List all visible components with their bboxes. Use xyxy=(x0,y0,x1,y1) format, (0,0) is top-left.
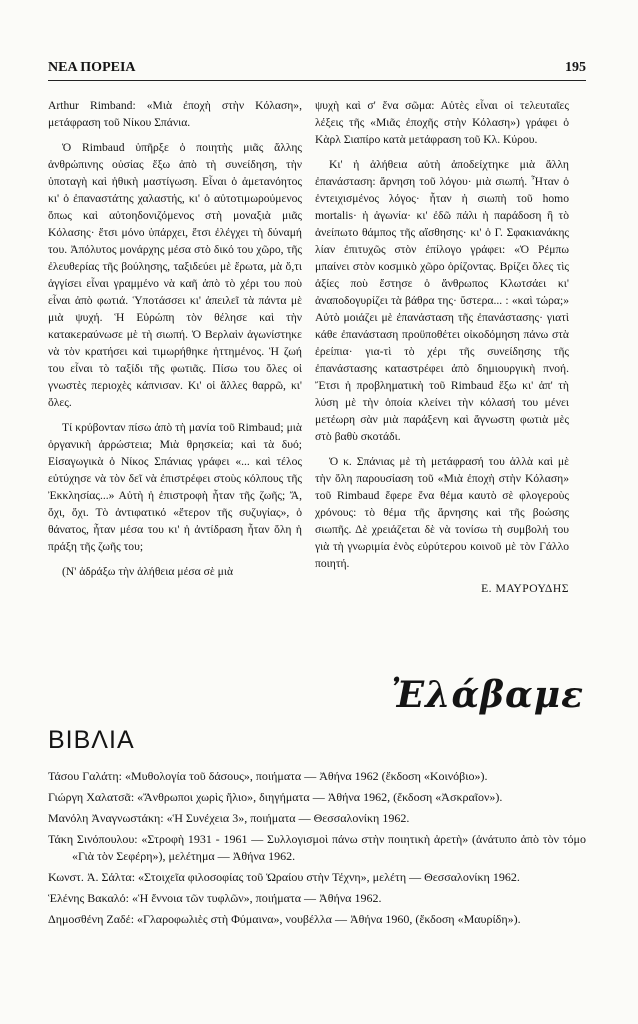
book-entry: Τάκη Σινόπουλου: «Στροφὴ 1931 - 1961 — Συλλογισμοὶ πάνω στὴν ποιητικὴ ἀρετὴ» (ἀνάτυπο ἀπὸ τὸν τόμο «Γιὰ τὸν Σεφέρη»), μελέτημα — Ἀθήνα 1962. xyxy=(48,832,586,863)
article-column-right xyxy=(315,97,569,597)
article-column-left xyxy=(48,97,302,588)
page-number: 195 xyxy=(565,60,586,75)
book-entry: Μανόλη Ἀναγνωστάκη: «Ἡ Συνέχεια 3», ποιήματα — Θεσσαλονίκη 1962. xyxy=(48,811,410,825)
article-paragraph: Τί κρύβονταν πίσω ἀπὸ τὴ μανία τοῦ Rimbaud; μιὰ ὀργανικὴ ἀρρώστεια; Μιὰ θρησκεία; καὶ τὰ δυό; Εἰσαγωγικὰ ὁ Νίκος Σπάνιας γράφει «... καὶ τέλος εὐτύχησε νὰ τὸν δεῖ νὰ ἐπιστρέφει στοὺς κόλπους τῆς Ἐκκλησίας...» Αὐτὴ ἡ ἐπιστροφὴ ἦταν τῆς ζωῆς; Ἄ, ὄχι, ὄχι. Τὸ ἀντιφατικό «ἕτερον τῆς συζυγίας», ὁ θάνατος, ἦταν μέσα του κι' ἡ ἀντίδραση ἦταν ὅλη ἡ πράξη τῆς ζωῆς του; xyxy=(48,421,302,553)
journal-title: ΝΕΑ ΠΟΡΕΙΑ xyxy=(48,60,136,75)
review-citation: Arthur Rimband: «Μιὰ ἐποχὴ στὴν Κόλαση», μετάφραση τοῦ Νίκου Σπάνια. xyxy=(48,99,302,129)
books-section-title: ΒΙΒΛΙΑ xyxy=(48,726,135,754)
article-paragraph: (Ν' ἀδράξω τὴν ἀλήθεια μέσα σὲ μιὰ xyxy=(62,565,234,578)
books-list xyxy=(48,768,586,932)
article-paragraph: Κι' ἡ ἀλήθεια αὐτὴ ἀποδείχτηκε μιὰ ἄλλη ἐπανάσταση: ἄρνηση τοῦ λόγου· μιὰ σιωπή. Ἦταν ὁ ἐντειχισμένος λόγος· ἦταν ἡ σιωπὴ τοῦ homo mortalis· ἡ ἀγωνία· κι' ἐδῶ πάλι ἡ παράδοση ἢ τὸ ἀνείπωτο θάμπος τῆς αἴσθησης· κι' ὁ Γ. Σφακιανάκης λίαν ἐπιτυχῶς στὸν ἐπίλογο γράφει: «Ὁ Ρέμπω μπαίνει στὸν κοσμικὸ χῶρο ὁρίζοντας. Βρίζει ὅλες τὶς ἀξίες ποὺ ἔστησε ὁ ἄνθρωπος Κλωτσάει κι' ἀναποδογυρίζει τὰ βάθρα της· ὕστερα... : «καὶ τώρα;» Αὐτὸ μοιάζει μὲ ἐπανάσταση τῆς ἐπανάστασης· γιατὶ κάθε ἐπανάσταση προϋποθέτει οἰκοδόμηση πάνω στὰ ἐρείπια· για-τὶ τὸ χέρι τῆς συνείδησης τῆς ἐπανάστασης καταστρέφει ἀπὸ δημιουργικὴ πνοή. Ἔτσι ἡ προβληματικὴ τοῦ Rimbaud ἔξω κι' ἀπ' τὴ λύση μὲ τὴν ὁποία κλείνει τὴν κόλασή του μένει μετέωρη σὰν μιὰ παράξενη καὶ ἄγνωστη φωτιὰ μὲς στὸ βαθὺ σκοτάδι. xyxy=(315,158,569,443)
book-entry: Τάσου Γαλάτη: «Μυθολογία τοῦ δάσους», ποιήματα — Ἀθήνα 1962 (ἔκδοση «Κοινόβιο»). xyxy=(48,769,488,783)
article-paragraph: Ὁ Rimbaud ὑπῆρξε ὁ ποιητὴς μιᾶς ἄλλης ἀνθρώπινης οὐσίας ἔξω ἀπὸ τὴ συνείδηση, τὴν ὑποταγὴ καὶ ἠθικὴ μαστίγωση. Εἶναι ὁ ἀμετανόητος κι' ὁ ἐπαναστάτης χαλαστής, κι' ὁ αὐτοτιμωρούμενος ὅπως καὶ αὐτοηδονιζόμενος στὴ μοναξιὰ μιᾶς Κόλασης· ἔτσι μόνο ὑπάρχει, ἔτσι ἐλέγχει τὴ δύναμή του. Ἀπόλυτος μονάρχης μέσα στὸ δικό του χῶρο, τῆς ἐλευθερίας τῆς βούλησης, ταξιδεύει μὲ ἔρωτα, μὰ ὅ,τι ἀγγίσει εἶναι γραμμένο νὰ καῆ ἀπὸ τὸ χέρι του ποὺ εἶναι ἀπὸ φωτιά. Ὑποτάσσει κι' ἀπειλεῖ τὰ πάντα μὲ μιὰ ψυχή. Ἡ Εὐρώπη τὸν θέλησε καὶ τὴν κατακεραύνωσε μὲ τὴ σιωπή. Ὁ Βερλαὶν ἀγωνίστηκε νὰ τὸν κρατήσει καὶ τιμωρήθηκε ἡττημένος. Ἡ ζωή του εἶναι τὸ ταξίδι τῆς φωτιᾶς. Πίσω του ὅλες οἱ γνωστὲς περιοχὲς κάπνισαν. Κι' οἱ ἄλλες θαρρῶ, κι' ὅλες. xyxy=(48,141,302,409)
article-paragraph: Ὁ κ. Σπάνιας μὲ τὴ μετάφρασή του ἀλλὰ καὶ μὲ τὴν ὅλη παρουσίαση τοῦ «Μιὰ ἐποχὴ στὴν Κόλαση» τοῦ Rimbaud ἔφερε ἕνα θέμα καυτὸ σὲ φλογεροὺς χρόνους: τὸ θέμα τῆς ἄρνησης καὶ τῆς βοώσης σιωπῆς. Δὲ χρειάζεται δὲ νὰ τονίσω τὴ συμβολή του γιὰ τὴ γνωριμία ἑνὸς εὐρύτερου κοινοῦ μὲ τὸν Γάλλο ποιητή. xyxy=(315,455,569,570)
book-entry: Γιώργη Χαλατσᾶ: «Ἄνθρωποι χωρὶς ἥλιο», διηγήματα — Ἀθήνα 1962, (ἔκδοση «Ἀσκραῖον»). xyxy=(48,790,503,804)
article-paragraph: ψυχὴ καὶ σ' ἕνα σῶμα: Αὐτὲς εἶναι οἱ τελευταῖες λέξεις τῆς «Μιᾶς ἐποχῆς στὴν Κόλαση») γράφει ὁ Κὰρλ Σιαπίρο κατὰ μετάφραση τοῦ Κλ. Κύρου. xyxy=(315,99,569,146)
author-signature: Ε. ΜΑΥΡΟΥΔΗΣ xyxy=(481,582,569,595)
running-head xyxy=(48,60,586,76)
book-entry: Δημοσθένη Ζαδέ: «Γλαροφωλιὲς στὴ Φύμαινα», νουβέλλα — Ἀθήνα 1960, (ἔκδοση «Μαυρίδη»). xyxy=(48,912,521,926)
book-entry: Ἑλένης Βακαλό: «Ἡ ἔννοια τῶν τυφλῶν», ποιήματα — Ἀθήνα 1962. xyxy=(48,891,382,905)
header-rule xyxy=(48,80,586,81)
received-heading: Ἐλάβαμε xyxy=(391,674,584,716)
book-entry: Κωνστ. Ἀ. Σάλτα: «Στοιχεῖα φιλοσοφίας τοῦ Ὡραίου στὴν Τέχνη», μελέτη — Θεσσαλονίκη 1962. xyxy=(48,870,520,884)
